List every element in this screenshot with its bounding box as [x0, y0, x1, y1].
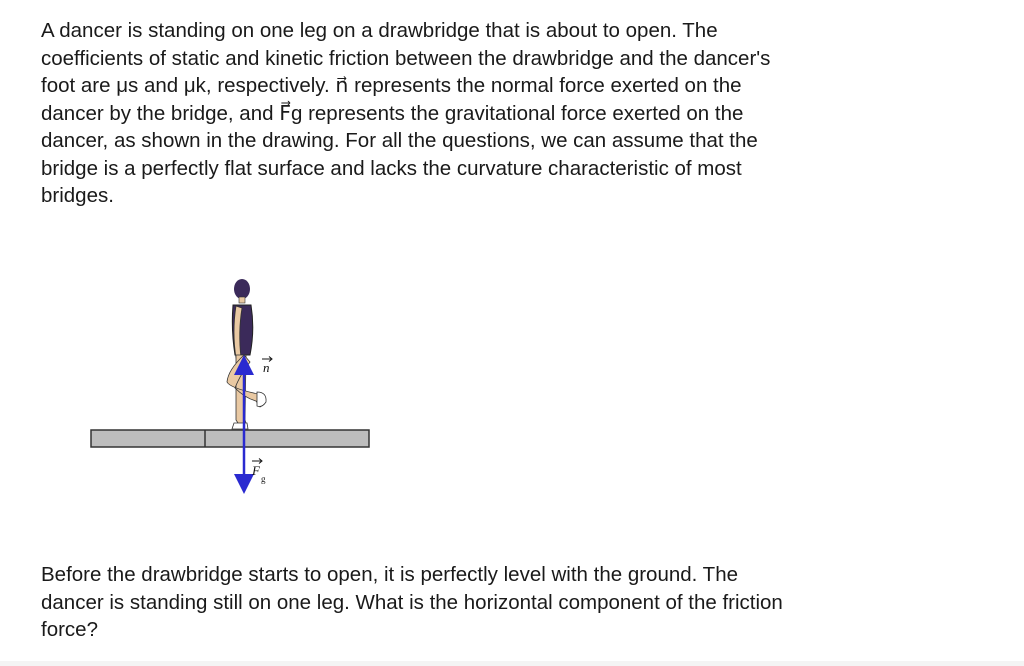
gravity-force-subscript: g — [261, 474, 266, 484]
intro-line: dancer, as shown in the drawing. For all the questions, we can assume that the — [41, 129, 758, 152]
intro-line: bridges. — [41, 184, 114, 207]
intro-line: foot are μs and μk, respectively. n⃗ represents the normal force exerted on the — [41, 74, 742, 97]
question-intro — [41, 17, 921, 210]
intro-line: coefficients of static and kinetic friction between the drawbridge and the dancer's — [41, 46, 771, 70]
dancer-figure — [227, 279, 266, 429]
question-prompt — [41, 561, 921, 644]
prompt-line: force? — [41, 618, 98, 641]
page-bottom-strip — [0, 661, 1024, 666]
normal-force-label: n — [263, 360, 270, 375]
intro-line: A dancer is standing on one leg on a drawbridge that is about to open. The — [41, 19, 718, 42]
prompt-line: dancer is standing still on one leg. What is the horizontal component of the friction — [41, 590, 783, 614]
drawbridge — [91, 430, 369, 447]
intro-line: bridge is a perfectly flat surface and lacks the curvature characteristic of most — [41, 156, 742, 180]
intro-line: dancer by the bridge, and F⃗g represents the gravitational force exerted on the — [41, 101, 744, 125]
gravity-force-label: F — [252, 463, 260, 478]
prompt-line: Before the drawbridge starts to open, it is perfectly level with the ground. The — [41, 563, 738, 586]
dancer-drawbridge-figure — [80, 270, 390, 500]
